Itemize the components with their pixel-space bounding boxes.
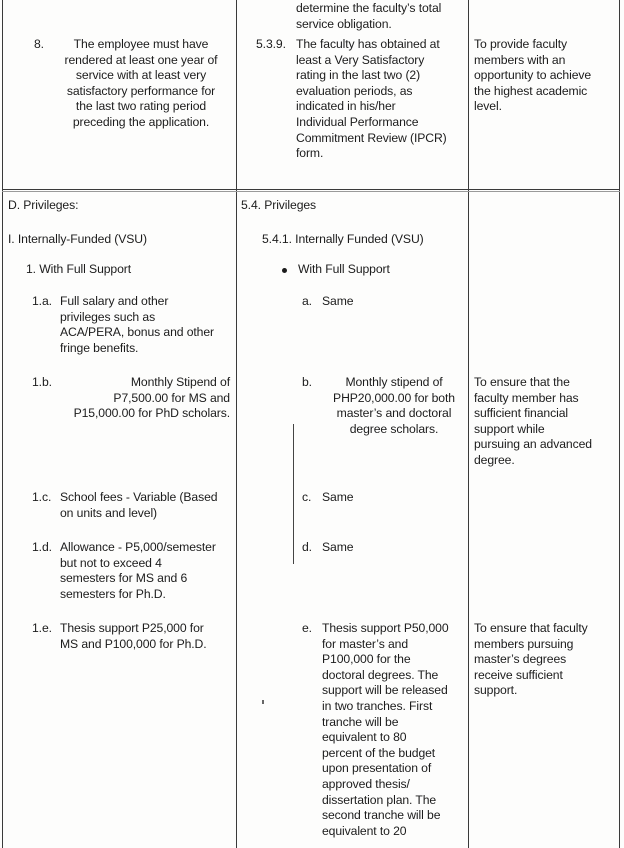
item-1c-number: 1.c. bbox=[32, 490, 52, 504]
margin-mark bbox=[293, 424, 294, 564]
column-divider-2 bbox=[468, 0, 469, 848]
item-a-label: a. bbox=[302, 294, 312, 308]
row-divider-shadow bbox=[2, 191, 620, 192]
item-539-number: 5.3.9. bbox=[256, 37, 286, 51]
bullet-icon bbox=[282, 268, 287, 273]
item-d-label: d. bbox=[302, 540, 312, 554]
column-divider-1 bbox=[236, 0, 237, 848]
item-1e-number: 1.e. bbox=[32, 621, 52, 635]
full-support-left: 1. With Full Support bbox=[26, 262, 132, 276]
scan-speck bbox=[262, 700, 264, 704]
item-1e-text: Thesis support P25,000 for MS and P100,000 for Ph.D. bbox=[60, 621, 207, 651]
full-support-middle: With Full Support bbox=[298, 262, 390, 276]
objective-text-stipend: To ensure that the faculty member has sufficient financial support while pursuing an advanced degree. bbox=[474, 375, 592, 467]
item-539-text: The faculty has obtained at least a Very Satisfactory rating in the last two (2) evaluation periods, as indicated in his/her Individual Performance Commitment Review (IPCR) form. bbox=[296, 37, 447, 161]
item-1d-number: 1.d. bbox=[32, 540, 52, 554]
item-c-label: c. bbox=[302, 490, 312, 504]
item-1a-text: Full salary and other privileges such as ACA/PERA, bonus and other fringe benefits. bbox=[60, 294, 214, 355]
item-8-number: 8. bbox=[34, 37, 44, 51]
privileges-header-middle: 5.4. Privileges bbox=[241, 198, 317, 212]
item-1c-text: School fees - Variable (Based on units and level) bbox=[60, 490, 218, 520]
item-b-label: b. bbox=[302, 375, 312, 389]
middle-continued-text: determine the faculty’s total service obligation. bbox=[296, 1, 442, 31]
item-d-text: Same bbox=[322, 540, 354, 554]
internally-funded-middle: 5.4.1. Internally Funded (VSU) bbox=[262, 232, 424, 246]
objective-text-top: To provide faculty members with an opportunity to achieve the highest academic level. bbox=[474, 37, 592, 114]
item-e-text: Thesis support P50,000 for master’s and P100,000 for the doctoral degrees. The support will be released in two tranches. First tranche will be equivalent to 80 percent of the budget upon presentation of approved thesis/ dissertation plan. The second tranche will be equivalent to 20 bbox=[322, 621, 449, 838]
item-1d-text: Allowance - P5,000/semester but not to exceed 4 semesters for MS and 6 semesters for Ph.D. bbox=[60, 540, 216, 601]
item-c-text: Same bbox=[322, 490, 354, 504]
row-divider bbox=[2, 189, 620, 190]
table-border-right bbox=[619, 0, 620, 848]
privileges-header-left: D. Privileges: bbox=[8, 198, 79, 212]
item-1b-number: 1.b. bbox=[32, 375, 52, 389]
item-1b-text: Monthly Stipend of P7,500.00 for MS and P15,000.00 for PhD scholars. bbox=[73, 375, 230, 421]
item-a-text: Same bbox=[322, 294, 354, 308]
item-b-text: Monthly stipend of PHP20,000.00 for both master’s and doctoral degree scholars. bbox=[333, 375, 455, 436]
item-8-text: The employee must have rendered at least one year of service with at least very satisfactory performance for the last two rating period preceding the application. bbox=[64, 37, 218, 129]
objective-text-thesis: To ensure that faculty members pursuing master’s degrees receive sufficient support. bbox=[474, 621, 588, 698]
table-border-left bbox=[2, 0, 3, 848]
internally-funded-left: I. Internally-Funded (VSU) bbox=[8, 232, 147, 246]
item-e-label: e. bbox=[302, 621, 312, 635]
item-1a-number: 1.a. bbox=[32, 294, 52, 308]
